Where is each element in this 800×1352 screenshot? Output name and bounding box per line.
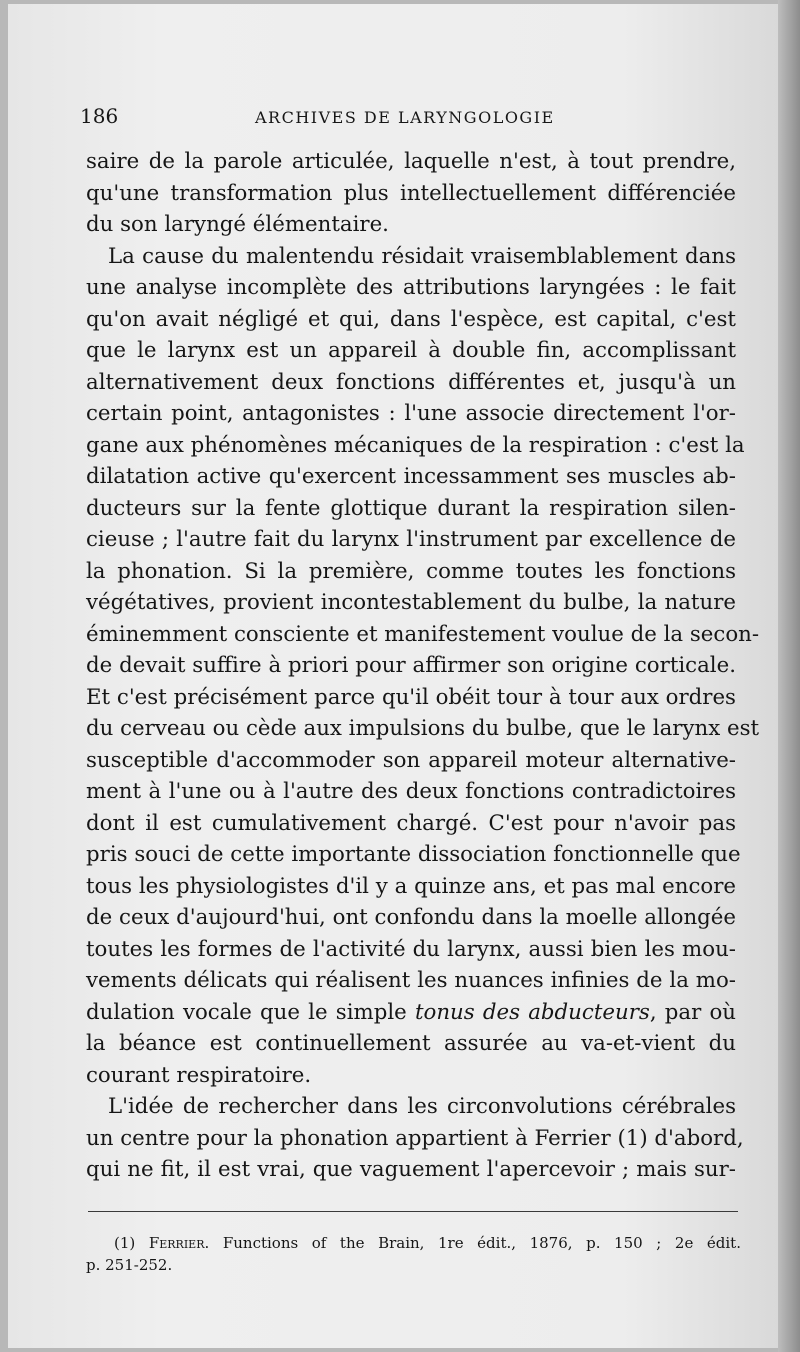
text-segment: , par où — [649, 999, 736, 1025]
text-line: dont il est cumulativement chargé. C'est pour n'avoir pas — [86, 810, 736, 836]
text-line: de ceux d'aujourd'hui, ont confondu dans la moelle allongée — [86, 905, 736, 930]
text-line: dilatation active qu'exercent incessamment ses muscles ab- — [86, 464, 736, 489]
text-line-with-italic — [86, 997, 736, 1029]
text-line: ducteurs sur la fente glottique durant la respiration silen- — [86, 495, 736, 521]
body-text — [86, 146, 760, 1186]
text-line: ment à l'une ou à l'autre des deux fonctions contradictoires — [86, 779, 736, 804]
text-line: courant respiratoire. — [86, 1062, 312, 1088]
text-line: cieuse ; l'autre fait du larynx l'instrument par excellence de — [86, 527, 736, 552]
text-line: qui ne fit, il est vrai, que vaguement l'apercevoir ; mais sur- — [86, 1157, 736, 1182]
running-title: ARCHIVES DE LARYNGOLOGIE — [255, 108, 555, 127]
text-line: gane aux phénomènes mécaniques de la respiration : c'est la — [86, 432, 745, 458]
text-line: de devait suffire à priori pour affirmer son origine corticale. — [86, 653, 736, 678]
text-line: toutes les formes de l'activité du larynx, aussi bien les mou- — [86, 936, 736, 962]
page-edge-shadow — [778, 0, 800, 1352]
text-line: du cerveau ou cède aux impulsions du bulbe, que le larynx est — [86, 716, 760, 741]
text-line: susceptible d'accommoder son appareil moteur alternative- — [86, 747, 736, 773]
text-segment: dulation vocale que le simple — [86, 999, 415, 1025]
text-line: certain point, antagonistes : l'une associe directement l'or- — [86, 401, 736, 426]
footnote-author: Ferrier. — [148, 1234, 210, 1252]
text-line: végétatives, provient incontestablement du bulbe, la nature — [86, 590, 736, 615]
text-line: la phonation. Si la première, comme toutes les fonctions — [86, 558, 736, 584]
text-line: que le larynx est un appareil à double fin, accomplissant — [86, 338, 736, 363]
book-page — [8, 4, 778, 1348]
text-line: La cause du malentendu résidait vraisemblablement dans — [108, 243, 736, 269]
page-number: 186 — [80, 104, 119, 128]
text-line: un centre pour la phonation appartient à Ferrier (1) d'abord, — [86, 1125, 744, 1151]
text-line: qu'une transformation plus intellectuellement différenciée — [86, 180, 736, 206]
footnote-line: p. 251-252. — [86, 1256, 173, 1274]
italic-term: tonus des abducteurs — [414, 999, 650, 1025]
text-line: alternativement deux fonctions différentes et, jusqu'à un — [86, 369, 736, 395]
text-line: éminemment consciente et manifestement voulue de la secon- — [86, 621, 760, 647]
text-line: saire de la parole articulée, laquelle n'est, à tout prendre, — [86, 149, 736, 174]
text-line: du son laryngé élémentaire. — [86, 212, 389, 237]
text-line: Et c'est précisément parce qu'il obéit tour à tour aux ordres — [86, 684, 736, 710]
footnote-marker: (1) — [114, 1234, 136, 1252]
text-line: L'idée de rechercher dans les circonvolutions cérébrales — [108, 1094, 736, 1119]
footnote-divider — [88, 1211, 738, 1212]
footnote-text: Functions of the Brain, 1re édit., 1876, p. 150 ; 2e édit. — [222, 1234, 741, 1252]
page-header — [80, 104, 740, 134]
footnote-line — [86, 1232, 741, 1254]
footnote — [86, 1232, 741, 1276]
text-line: vements délicats qui réalisent les nuances infinies de la mo- — [86, 968, 736, 993]
text-line: pris souci de cette importante dissociation fonctionnelle que — [86, 842, 741, 867]
text-line: tous les physiologistes d'il y a quinze ans, et pas mal encore — [86, 873, 736, 899]
text-line: qu'on avait négligé et qui, dans l'espèce, est capital, c'est — [86, 306, 736, 332]
text-line: la béance est continuellement assurée au va-et-vient du — [86, 1031, 736, 1056]
text-line: une analyse incomplète des attributions laryngées : le fait — [86, 275, 736, 300]
